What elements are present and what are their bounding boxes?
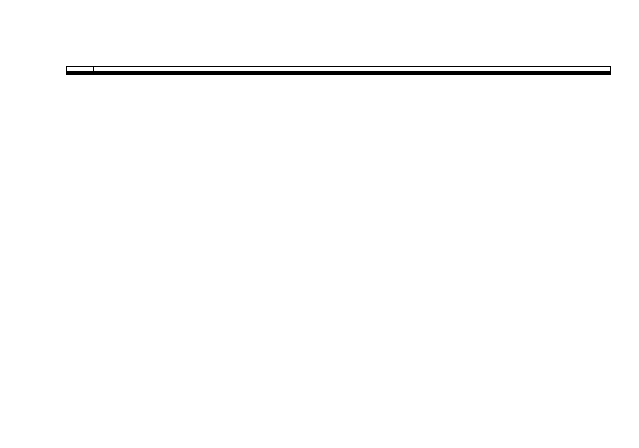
checkbox-list bbox=[67, 67, 93, 69]
annex-label bbox=[352, 74, 611, 75]
annex-cell bbox=[94, 74, 353, 75]
conditions-table bbox=[66, 66, 611, 75]
